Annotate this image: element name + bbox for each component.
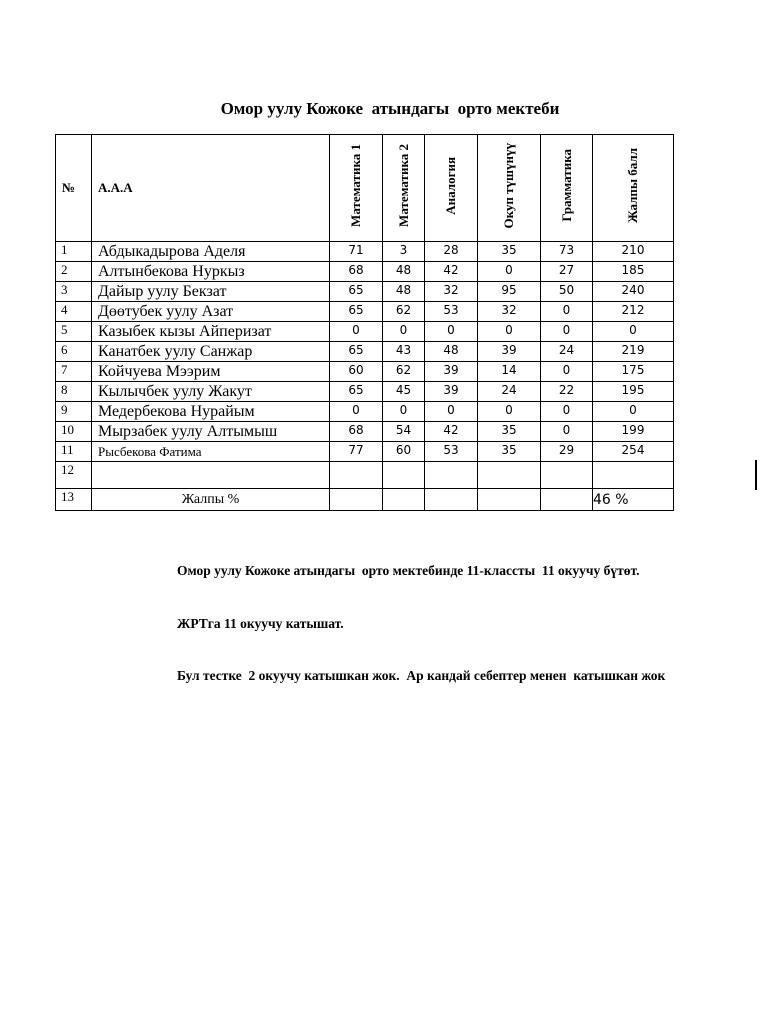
row-number: 4 <box>56 302 92 322</box>
note-line: Бул тестке 2 окуучу катышкан жок. Ар кандай себептер менен катышкан жок <box>177 668 666 683</box>
score-cell: 0 <box>425 322 478 342</box>
row-number: 6 <box>56 342 92 362</box>
table-row <box>56 422 674 442</box>
score-cell: 65 <box>330 282 383 302</box>
header-row <box>56 135 674 242</box>
score-cell: 0 <box>541 362 593 382</box>
score-cell: 54 <box>383 422 425 442</box>
table-row <box>56 242 674 262</box>
score-cell: 53 <box>425 302 478 322</box>
row-number: 13 <box>56 489 92 511</box>
score-cell: 35 <box>478 422 541 442</box>
score-cell: 24 <box>478 382 541 402</box>
score-cell: 0 <box>330 402 383 422</box>
header-subject: Аналогия <box>425 135 478 242</box>
row-number: 11 <box>56 442 92 462</box>
score-cell: 0 <box>383 402 425 422</box>
header-subject: Грамматика <box>541 135 593 242</box>
total-score: 0 <box>593 402 674 422</box>
score-cell: 0 <box>425 402 478 422</box>
score-cell: 0 <box>383 322 425 342</box>
score-cell: 27 <box>541 262 593 282</box>
score-cell: 28 <box>425 242 478 262</box>
table-row <box>56 362 674 382</box>
score-cell: 0 <box>541 422 593 442</box>
row-number: 1 <box>56 242 92 262</box>
score-cell: 32 <box>478 302 541 322</box>
student-name: Казыбек кызы Айперизат <box>92 322 330 342</box>
score-cell: 29 <box>541 442 593 462</box>
header-subject: Математика 1 <box>330 135 383 242</box>
score-cell: 0 <box>478 262 541 282</box>
score-cell: 48 <box>383 262 425 282</box>
table-row-total <box>56 489 674 511</box>
header-subject: Математика 2 <box>383 135 425 242</box>
score-cell: 71 <box>330 242 383 262</box>
score-cell: 39 <box>478 342 541 362</box>
score-cell: 45 <box>383 382 425 402</box>
score-cell: 77 <box>330 442 383 462</box>
total-label: Жалпы % <box>92 489 330 511</box>
total-score: 210 <box>593 242 674 262</box>
notes <box>177 527 665 702</box>
score-cell: 48 <box>425 342 478 362</box>
total-score: 240 <box>593 282 674 302</box>
score-cell: 50 <box>541 282 593 302</box>
total-score: 219 <box>593 342 674 362</box>
total-score: 0 <box>593 322 674 342</box>
table-row <box>56 262 674 282</box>
row-number: 8 <box>56 382 92 402</box>
score-cell: 65 <box>330 302 383 322</box>
score-cell: 43 <box>383 342 425 362</box>
note-line: Омор уулу Кожоке атындагы орто мектебинде 11-классты 11 окуучу бүтөт. <box>177 563 640 578</box>
student-name: Абдыкадырова Аделя <box>92 242 330 262</box>
score-cell: 68 <box>330 262 383 282</box>
row-number: 12 <box>56 462 92 489</box>
total-score: 212 <box>593 302 674 322</box>
student-name: Кылычбек уулу Жакут <box>92 382 330 402</box>
student-name: Дайыр уулу Бекзат <box>92 282 330 302</box>
note-line: ЖРТга 11 окуучу катышат. <box>177 615 344 631</box>
total-score: 185 <box>593 262 674 282</box>
header-total-score: Жалпы балл <box>593 135 674 242</box>
table-row-blank <box>56 462 674 489</box>
score-cell: 42 <box>425 422 478 442</box>
total-score: 199 <box>593 422 674 442</box>
table-row <box>56 442 674 462</box>
score-cell: 35 <box>478 442 541 462</box>
student-name: Медербекова Нурайым <box>92 402 330 422</box>
score-cell: 65 <box>330 342 383 362</box>
score-cell: 0 <box>478 322 541 342</box>
score-cell: 60 <box>330 362 383 382</box>
row-number: 9 <box>56 402 92 422</box>
student-name: Дөөтубек уулу Азат <box>92 302 330 322</box>
score-cell: 0 <box>541 402 593 422</box>
table-row <box>56 282 674 302</box>
score-cell: 0 <box>541 302 593 322</box>
header-number: № <box>56 135 92 242</box>
row-number: 10 <box>56 422 92 442</box>
row-number: 3 <box>56 282 92 302</box>
table-row <box>56 342 674 362</box>
score-cell: 39 <box>425 382 478 402</box>
score-cell: 35 <box>478 242 541 262</box>
score-cell: 62 <box>383 302 425 322</box>
student-name: Рысбекова Фатима <box>92 442 330 462</box>
total-score: 175 <box>593 362 674 382</box>
score-cell: 68 <box>330 422 383 442</box>
table-row <box>56 382 674 402</box>
score-cell: 95 <box>478 282 541 302</box>
score-cell: 62 <box>383 362 425 382</box>
score-cell: 22 <box>541 382 593 402</box>
score-cell: 60 <box>383 442 425 462</box>
row-number: 5 <box>56 322 92 342</box>
score-cell: 48 <box>383 282 425 302</box>
score-cell: 24 <box>541 342 593 362</box>
score-cell: 39 <box>425 362 478 382</box>
header-name: А.А.А <box>92 135 330 242</box>
student-name: Канатбек уулу Санжар <box>92 342 330 362</box>
row-number: 7 <box>56 362 92 382</box>
score-cell: 65 <box>330 382 383 402</box>
total-score: 254 <box>593 442 674 462</box>
student-name: Алтынбекова Нуркыз <box>92 262 330 282</box>
header-subject: Окуп түшүнүү <box>478 135 541 242</box>
row-number: 2 <box>56 262 92 282</box>
student-name: Койчуева Мээрим <box>92 362 330 382</box>
score-cell: 32 <box>425 282 478 302</box>
table-row <box>56 402 674 422</box>
total-percent: 46 % <box>593 489 674 511</box>
table-row <box>56 322 674 342</box>
score-cell: 14 <box>478 362 541 382</box>
table-row <box>56 302 674 322</box>
score-cell: 0 <box>541 322 593 342</box>
score-cell: 73 <box>541 242 593 262</box>
student-name: Мырзабек уулу Алтымыш <box>92 422 330 442</box>
total-score: 195 <box>593 382 674 402</box>
score-cell: 0 <box>330 322 383 342</box>
score-cell: 3 <box>383 242 425 262</box>
document-title: Омор уулу Кожоке атындагы орто мектеби <box>220 99 560 118</box>
page-edge-mark <box>755 460 757 490</box>
score-cell: 53 <box>425 442 478 462</box>
score-cell: 0 <box>478 402 541 422</box>
results-table <box>55 134 674 511</box>
score-cell: 42 <box>425 262 478 282</box>
